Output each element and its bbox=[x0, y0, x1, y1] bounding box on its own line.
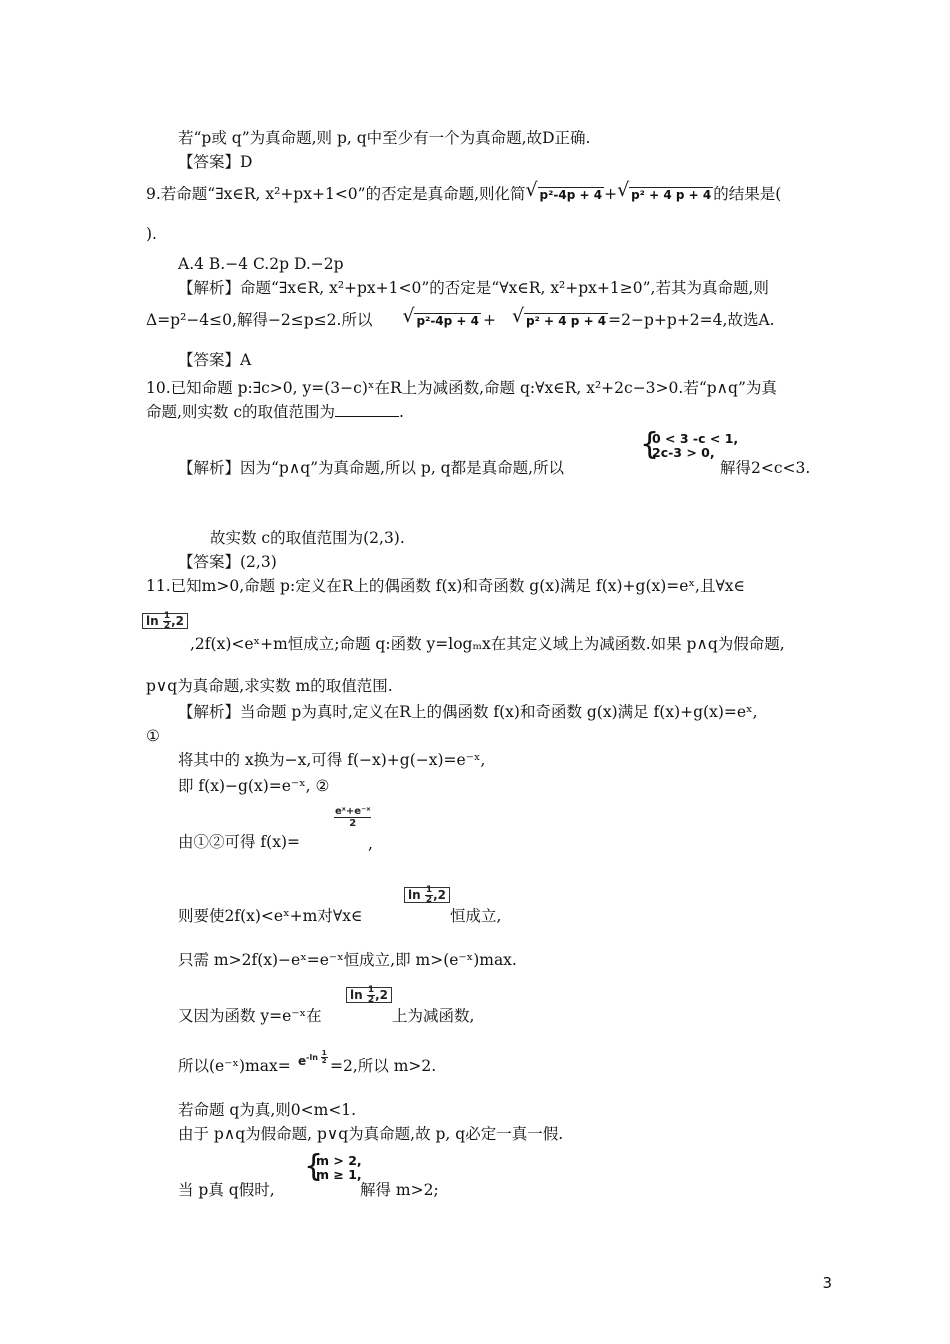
solution-line: 当 p真 q假时, bbox=[178, 1181, 275, 1199]
solution-line: , bbox=[368, 835, 373, 853]
sqrt-expression: √ p² + 4 p + 4 bbox=[512, 310, 608, 331]
interval-expression: ln $\frac{1}{2}$ ,2 bbox=[346, 986, 392, 1005]
answer-blank bbox=[335, 402, 399, 417]
fraction-expression: $\frac{\text{eˣ+e⁻ˣ}}{2}$ bbox=[335, 806, 371, 829]
circled-marker: ① bbox=[146, 727, 160, 745]
equation-system: { 0 < 3 -c < 1, 2c-3 > 0, bbox=[640, 427, 739, 462]
solution-line: 上为减函数, bbox=[392, 1007, 475, 1025]
solution-line: 故实数 c的取值范围为(2,3). bbox=[210, 529, 405, 547]
question-10: 10.已知命题 p:∃c>0, y=(3−c)ˣ在R上为减函数,命题 q:∀x∈R, x²+2c−3>0.若“p∧q”为真 bbox=[146, 379, 777, 397]
solution-line: 解得2<c<3. bbox=[720, 459, 811, 477]
solution-line: 由①②可得 f(x)= bbox=[178, 833, 300, 851]
solution-line: 即 f(x)−g(x)=e⁻ˣ, ② bbox=[178, 777, 330, 795]
sqrt-expression: √ p² + 4 p + 4 bbox=[617, 184, 713, 205]
solution-line: Δ=p²−4≤0,解得−2≤p≤2.所以√ p²-4p + 4 +√ p² + 4 p + 4 =2−p+p+2=4,故选A. bbox=[146, 310, 775, 331]
answer-label: 【答案】(2,3) bbox=[178, 553, 277, 571]
question-9-close: ). bbox=[146, 225, 157, 243]
solution-line: 由于 p∧q为假命题, p∨q为真命题,故 p, q必定一真一假. bbox=[178, 1125, 564, 1143]
question-9-tail: 的结果是( bbox=[713, 185, 782, 203]
power-expression: $e^{-ln \frac{1}{2}}$ bbox=[298, 1049, 327, 1068]
answer-label: 【答案】A bbox=[178, 351, 252, 369]
sqrt-expression: √ p²-4p + 4 bbox=[526, 184, 605, 205]
solution-line: 将其中的 x换为−x,可得 f(−x)+g(−x)=e⁻ˣ, bbox=[178, 751, 486, 769]
interval-expression: ln $\frac{1}{2}$ ,2 bbox=[404, 886, 450, 905]
solution-line: 解得 m>2; bbox=[360, 1181, 439, 1199]
text-line: 若“p或 q”为真命题,则 p, q中至少有一个为真命题,故D正确. bbox=[178, 129, 591, 147]
plus-sign: + bbox=[604, 185, 618, 203]
solution-line: 【解析】当命题 p为真时,定义在R上的偶函数 f(x)和奇函数 g(x)满足 f(x)+g(x)=eˣ, bbox=[178, 703, 758, 721]
page-number: 3 bbox=[822, 1274, 832, 1292]
answer-label: 【答案】D bbox=[178, 153, 253, 171]
solution-line: 则要使2f(x)<eˣ+m对∀x∈ bbox=[178, 907, 363, 925]
question-11-line2: ,2f(x)<eˣ+m恒成立;命题 q:函数 y=logₘx在其定义域上为减函数.如果 p∧q为假命题, bbox=[190, 635, 785, 653]
sqrt-expression: √ p²-4p + 4 bbox=[402, 310, 481, 331]
question-9 bbox=[146, 184, 781, 205]
solution-line: =2,所以 m>2. bbox=[330, 1057, 437, 1075]
solution-line: 恒成立, bbox=[450, 907, 502, 925]
solution-line: 【解析】命题“∃x∈R, x²+px+1<0”的否定是“∀x∈R, x²+px+1≥0”,若其为真命题,则 bbox=[178, 279, 769, 297]
question-9-text: 9.若命题“∃x∈R, x²+px+1<0”的否定是真命题,则化简 bbox=[146, 185, 526, 203]
solution-line: 只需 m>2f(x)−eˣ=e⁻ˣ恒成立,即 m>(e⁻ˣ)max. bbox=[178, 951, 517, 969]
options: A.4 B.−4 C.2p D.−2p bbox=[178, 255, 344, 273]
question-11: 11.已知m>0,命题 p:定义在R上的偶函数 f(x)和奇函数 g(x)满足 f(x)+g(x)=eˣ,且∀x∈ bbox=[146, 577, 746, 595]
interval-expression: ln $\frac{1}{2}$ ,2 bbox=[142, 612, 188, 631]
solution-line: 又因为函数 y=e⁻ˣ在 bbox=[178, 1007, 322, 1025]
solution-line: 【解析】因为“p∧q”为真命题,所以 p, q都是真命题,所以 bbox=[178, 459, 565, 477]
question-11-line3: p∨q为真命题,求实数 m的取值范围. bbox=[146, 677, 393, 695]
solution-line: 若命题 q为真,则0<m<1. bbox=[178, 1101, 357, 1119]
solution-line: 所以(e⁻ˣ)max= bbox=[178, 1057, 291, 1075]
question-10-line2: 命题,则实数 c的取值范围为 . bbox=[146, 403, 404, 421]
equation-system: { m > 2, m ≥ 1, bbox=[304, 1149, 362, 1184]
